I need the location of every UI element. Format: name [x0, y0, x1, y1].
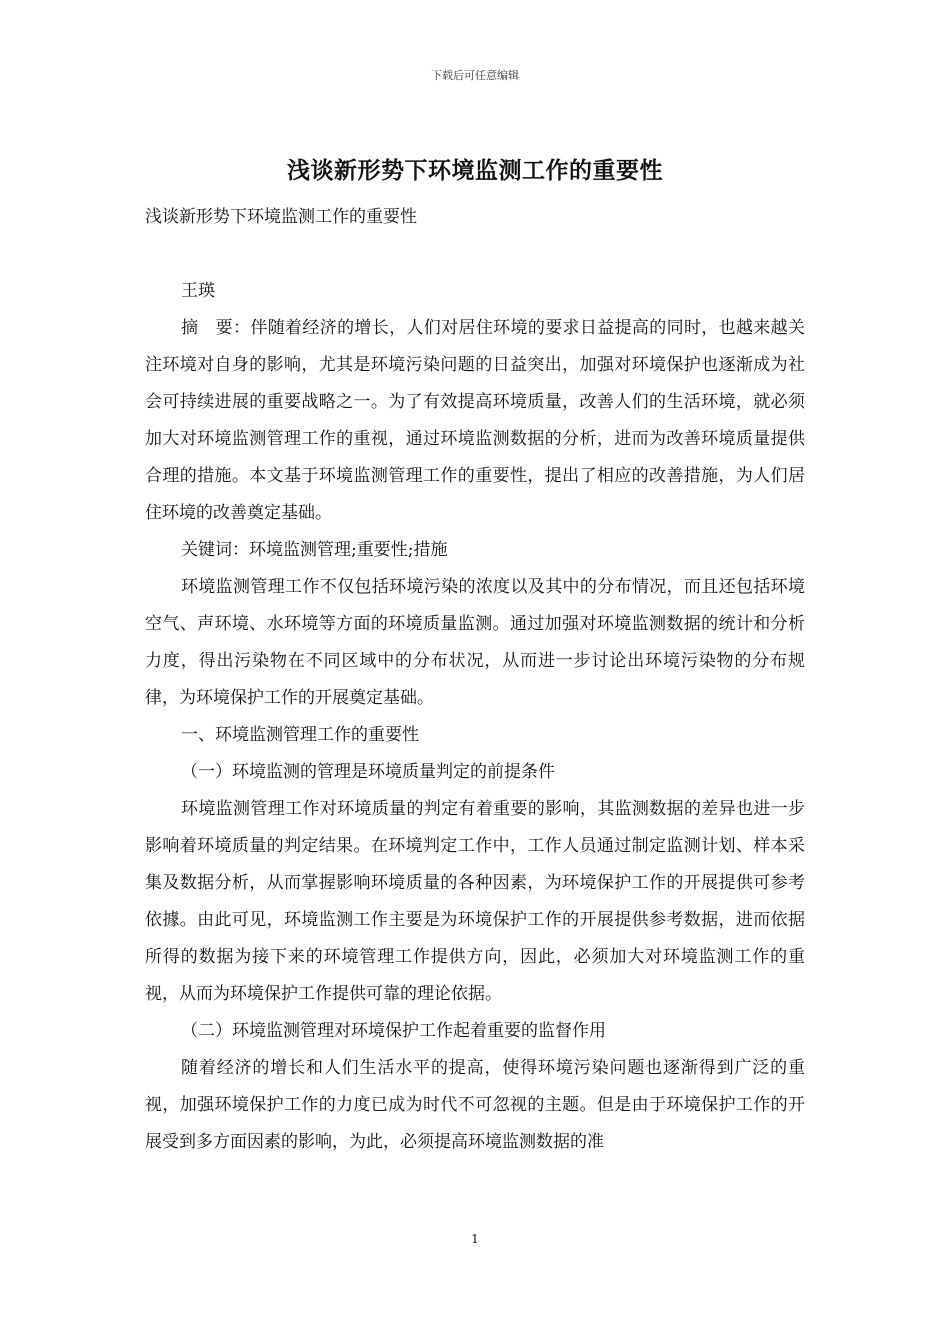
- subtitle: 浅谈新形势下环境监测工作的重要性: [145, 207, 417, 227]
- document-title: 浅谈新形势下环境监测工作的重要性: [287, 157, 663, 184]
- intro-paragraph: 环境监测管理工作不仅包括环境污染的浓度以及其中的分布情况，而且还包括环境空气、声环境、水环境等方面的环境质量监测。通过加强对环境监测数据的统计和分析力度，得出污染物在不同区域中的分布状况，从而进一步讨论出环境污染物的分布规律，为环境保护工作的开展奠定基础。: [145, 577, 805, 708]
- keywords-paragraph: 关键词：环境监测管理;重要性;措施: [181, 540, 448, 560]
- subsection-body-2: 随着经济的增长和人们生活水平的提高，使得环境污染问题也逐渐得到广泛的重视，加强环境保护工作的力度已成为时代不可忽视的主题。但是由于环境保护工作的开展受到多方面因素的影响，为此，必须提高环境监测数据的准: [145, 1058, 805, 1152]
- subsection-heading-1: （一）环境监测的管理是环境质量判定的前提条件: [181, 762, 555, 782]
- subsection-body-1: 环境监测管理工作对环境质量的判定有着重要的影响，其监测数据的差异也进一步影响着环境质量的判定结果。在环境判定工作中，工作人员通过制定监测计划、样本采集及数据分析，从而掌握影响环境质量的各种因素，为环境保护工作的开展提供可参考依據。由此可见，环境监测工作主要是为环境保护工作的开展提供参考数据，进而依据所得的数据为接下来的环境管理工作提供方向，因此，必须加大对环境监测工作的重视，从而为环境保护工作提供可靠的理论依据。: [145, 799, 805, 1004]
- blank-line: [145, 236, 805, 273]
- subsection-heading-2: （二）环境监测管理对环境保护工作起着重要的监督作用: [181, 1021, 606, 1041]
- author: 王瑛: [181, 281, 215, 301]
- section-heading-1: 一、环境监测管理工作的重要性: [181, 725, 419, 745]
- page-number: 1: [471, 1232, 479, 1246]
- header-note: 下载后可任意编辑: [431, 69, 519, 82]
- abstract-paragraph: 摘 要：伴随着经济的增长，人们对居住环境的要求日益提高的同时，也越来越关注环境对自身的影响，尤其是环境污染问题的日益突出，加强对环境保护也逐渐成为社会可持续进展的重要战略之一。为了有效提高环境质量，改善人们的生活环境，就必须加大对环境监测管理工作的重视，通过环境监测数据的分析，进而为改善环境质量提供合理的措施。本文基于环境监测管理工作的重要性，提出了相应的改善措施，为人们居住环境的改善奠定基础。: [145, 318, 805, 523]
- document-body: [145, 199, 805, 1161]
